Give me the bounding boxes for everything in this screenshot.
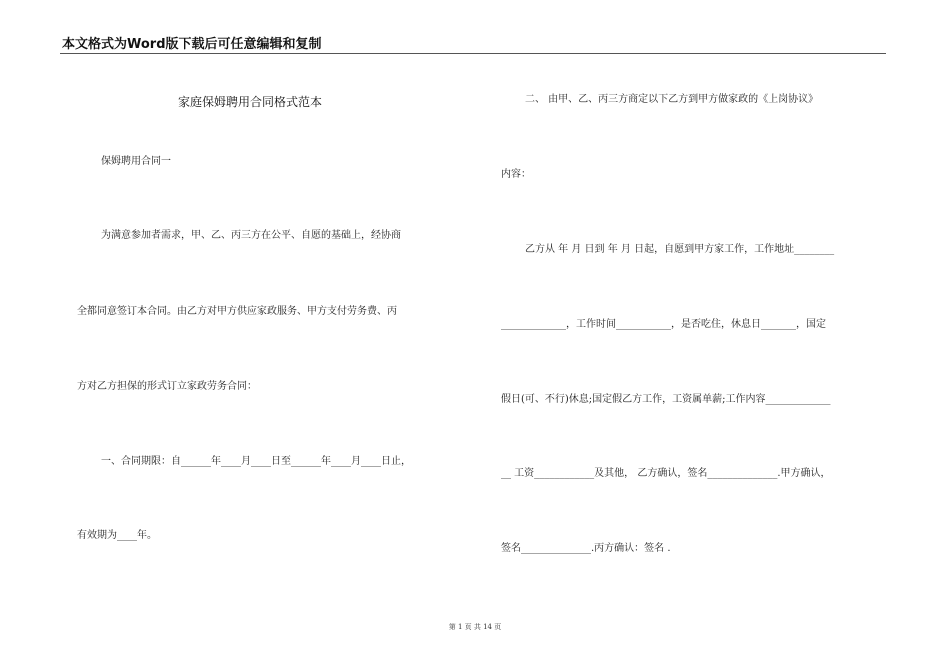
page-header-title: 本文格式为Word版下载后可任意编辑和复制 <box>62 37 322 52</box>
right-line-7: 签名______________.丙方确认：签名 . <box>501 543 671 554</box>
document-title: 家庭保姆聘用合同格式范本 <box>178 95 323 109</box>
left-line-3: 全都同意签订本合同。由乙方对甲方供应家政服务、甲方支付劳务费、丙 <box>77 306 397 317</box>
left-line-5: 一、合同期限：自______年____月____日至______年____月____日止， <box>101 456 411 467</box>
left-line-1: 保姆聘用合同一 <box>101 156 171 167</box>
left-line-6: 有效期为____年。 <box>77 530 157 541</box>
right-line-5: 假日(可、不行)休息;国定假乙方工作，工资属单薪;工作内容_____________ <box>501 394 831 405</box>
right-line-6: __ 工资____________及其他， 乙方确认，签名______________.甲方确认， <box>501 468 831 479</box>
left-line-2: 为满意参加者需求，甲、乙、丙三方在公平、自愿的基础上，经协商 <box>101 230 401 241</box>
right-line-1: 二、 由甲、乙、丙三方商定以下乙方到甲方做家政的《上岗协议》 <box>525 94 819 105</box>
right-line-3: 乙方从 年 月 日到 年 月 日起，自愿到甲方家工作，工作地址________ <box>525 244 835 255</box>
left-line-4: 方对乙方担保的形式订立家政劳务合同： <box>77 381 257 392</box>
header-divider <box>60 53 886 54</box>
right-line-4: _____________，工作时间___________，是否吃住，休息日_______，国定 <box>501 319 826 330</box>
page-number-footer: 第 1 页 共 14 页 <box>448 623 502 631</box>
right-line-2: 内容： <box>501 169 531 180</box>
